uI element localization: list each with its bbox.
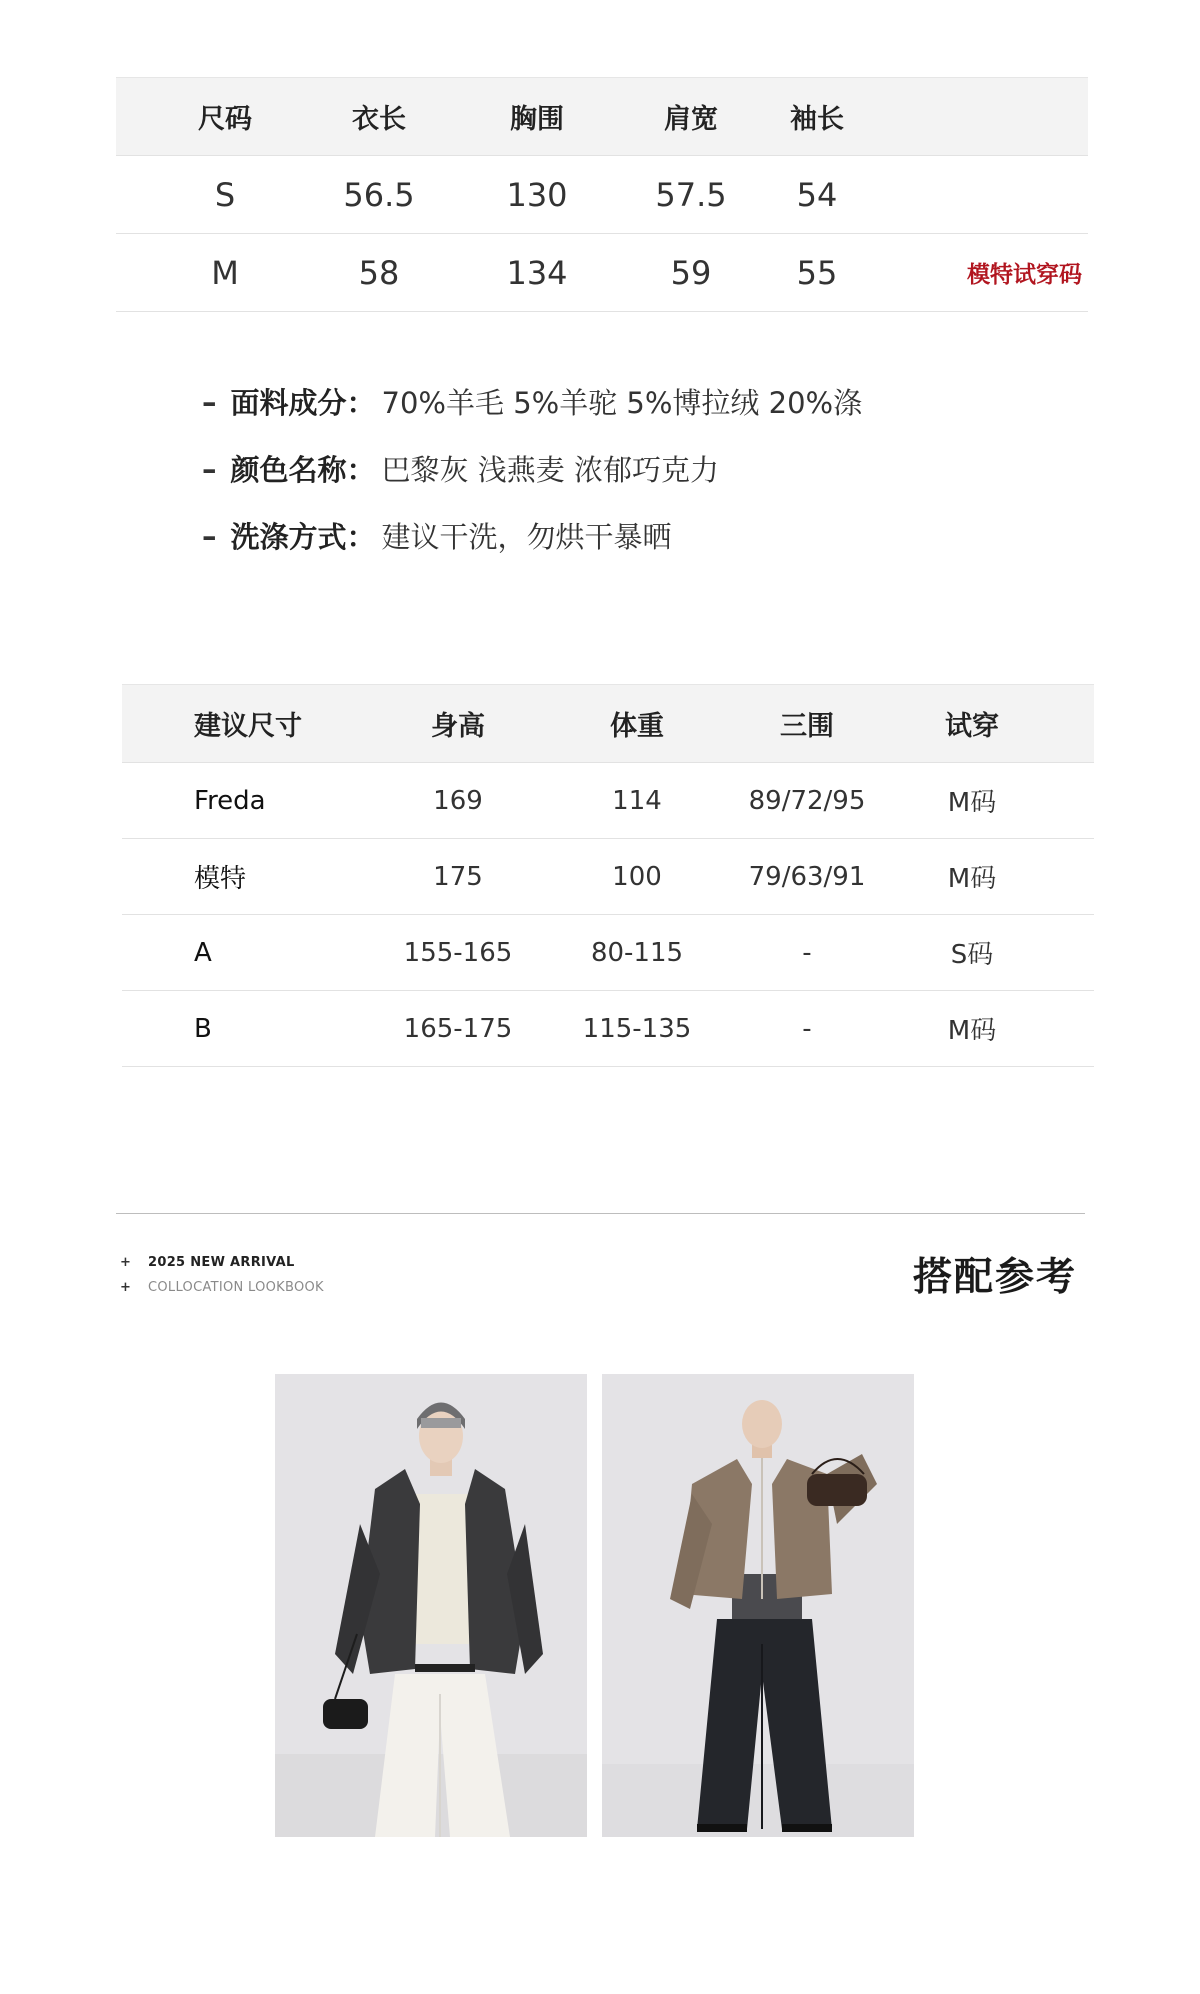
plus-icon: + [120,1255,131,1270]
weight-value: 115-135 [582,1013,692,1044]
measurements-value: - [802,1013,812,1044]
height-value: 175 [433,861,483,892]
list-dash: – [202,451,217,486]
weight-value: 114 [612,785,662,816]
tagline-line-2 [120,1275,324,1300]
list-dash: – [202,384,217,419]
table-row [116,234,1088,312]
size-value: M [211,253,239,292]
table-row [122,839,1094,915]
lookbook-title: 搭配参考 [912,1255,1077,1300]
length-value: 56.5 [343,175,415,214]
shoulder-value: 59 [670,253,712,292]
header-sleeve: 袖长 [790,104,844,135]
collocation-text: COLLOCATION LOOKBOOK [148,1280,324,1295]
measurements-value: 89/72/95 [748,785,866,816]
header-measurements: 三围 [780,711,834,742]
measurements-value: - [802,937,812,968]
info-value: 70%羊毛 5%羊驼 5%博拉绒 20%涤 [381,386,863,420]
header-weight: 体重 [610,711,664,742]
product-info-list [202,368,862,569]
section-divider [116,1213,1085,1214]
sleeve-value: 54 [796,175,838,214]
info-label: 洗涤方式： [230,520,376,554]
weight-value: 100 [612,861,662,892]
try-size-value: M码 [947,788,997,818]
bust-value: 130 [506,175,568,214]
tagline-line-1 [120,1250,324,1275]
person-name: 模特 [194,864,247,894]
size-table [116,77,1088,312]
try-size-value: M码 [947,1016,997,1046]
person-name: A [194,937,212,968]
height-value: 169 [433,785,483,816]
header-shoulder: 肩宽 [664,104,718,135]
lookbook-tagline [120,1250,324,1300]
shoulder-value: 57.5 [655,175,727,214]
weight-value: 80-115 [590,937,684,968]
list-dash: – [202,518,217,553]
bust-value: 134 [506,253,568,292]
sleeve-value: 55 [796,253,838,292]
height-value: 155-165 [403,937,513,968]
info-label: 面料成分： [230,386,376,420]
try-size-value: S码 [950,940,994,970]
header-size: 尺码 [198,104,252,135]
person-name: Freda [194,785,266,816]
info-washing [202,502,862,569]
plus-icon: + [120,1280,131,1295]
lookbook-photo-gray-jacket [275,1374,587,1837]
info-colors [202,435,862,502]
table-row [122,915,1094,991]
info-value: 建议干洗，勿烘干暴晒 [381,520,672,554]
lookbook-photo-oat-jacket [602,1374,914,1837]
length-value: 58 [358,253,400,292]
table-row [122,991,1094,1067]
header-try: 试穿 [945,711,999,742]
model-size-note: 模特试穿码 [967,262,1082,288]
measurements-value: 79/63/91 [748,861,866,892]
size-table-header [116,77,1088,156]
height-value: 165-175 [403,1013,513,1044]
table-row [122,763,1094,839]
table-row [116,156,1088,234]
suggest-table-header [122,684,1094,763]
info-value: 巴黎灰 浅燕麦 浓郁巧克力 [381,453,719,487]
person-name: B [194,1013,212,1044]
header-height: 身高 [431,711,485,742]
info-label: 颜色名称： [230,453,376,487]
size-value: S [214,175,236,214]
suggested-size-table [122,684,1094,1067]
try-size-value: M码 [947,864,997,894]
header-suggest-size: 建议尺寸 [194,711,302,742]
new-arrival-text: 2025 NEW ARRIVAL [148,1255,295,1270]
header-length: 衣长 [352,104,406,135]
info-fabric [202,368,862,435]
header-bust: 胸围 [510,104,564,135]
